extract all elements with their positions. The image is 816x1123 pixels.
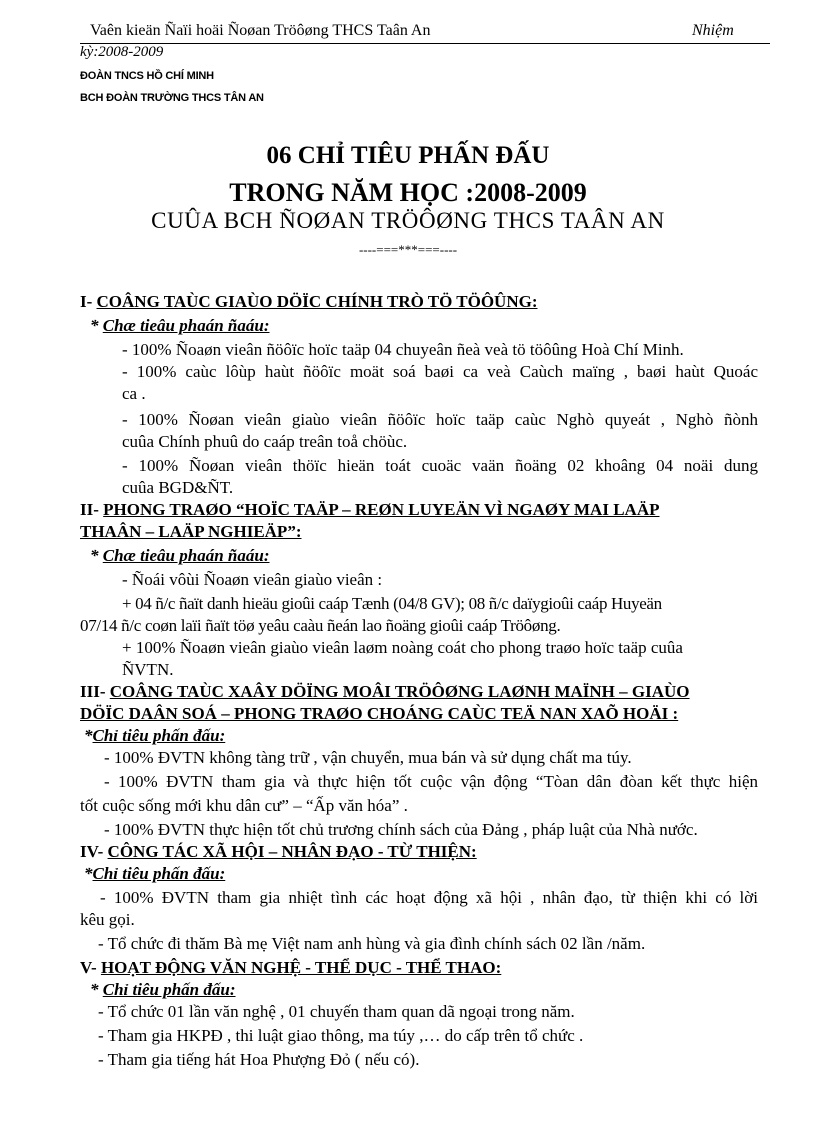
- list-item: - Ñoái vôùi Ñoaøn vieân giaùo vieân :: [122, 570, 383, 589]
- section-3-title-line-2: DÖÏC DAÂN SOÁ – PHONG TRAØO CHOÁNG CAÙC TEÄ NAN XAÕ HOÄI :: [80, 704, 679, 723]
- list-item: ÑVTN.: [122, 660, 174, 679]
- section-3-subheading-text: Chỉ tiêu phấn đấu:: [92, 726, 226, 745]
- list-item: - 100% caùc lôùp haùt ñöôïc moät soá baøi ca veà Caùch maïng , baøi haùt Quoác: [122, 362, 758, 381]
- list-item: - Tổ chức 01 lần văn nghệ , 01 chuyến tham quan dã ngoại trong năm.: [98, 1002, 575, 1021]
- section-1-heading: [80, 292, 538, 312]
- section-5-heading: [80, 958, 501, 978]
- list-item: kêu gọi.: [80, 910, 135, 929]
- section-3-heading: [80, 682, 690, 702]
- header-right-text: Nhiệm: [692, 22, 734, 39]
- org-line-2: BCH ĐOÀN TRƯỜNG THCS TÂN AN: [80, 92, 264, 104]
- header-continued-text: kỳ:2008-2009: [80, 44, 164, 60]
- list-item: 07/14 ñ/c coøn laïi ñaït töø yeâu caàu ñeán lao ñoäng gioûi caáp Tröôøng.: [80, 616, 561, 635]
- list-item: - Tham gia tiếng hát Hoa Phượng Đỏ ( nếu có).: [98, 1050, 420, 1069]
- document-title: 06 CHỈ TIÊU PHẤN ĐẤU: [266, 142, 550, 169]
- section-2-heading-cont: [80, 522, 301, 542]
- section-2-title-line-2: THAÂN – LAÄP NGHIEÄP”:: [80, 522, 302, 541]
- document-subtitle-year: TRONG NĂM HỌC :2008-2009: [229, 178, 587, 207]
- section-3-title-line-1: COÂNG TAÙC XAÂY DÖÏNG MOÂI TRÖÔØNG LAØNH MAÏNH – GIAÙO: [109, 682, 690, 701]
- section-2-title-line-1: PHONG TRAØO “HOÏC TAÄP – REØN LUYEÄN VÌ NGAØY MAI LAÄP: [103, 500, 660, 519]
- list-item: ca .: [122, 384, 146, 403]
- section-5-title: HOẠT ĐỘNG VĂN NGHỆ - THỂ DỤC - THỂ THAO:: [100, 958, 502, 977]
- list-item: - 100% ĐVTN tham gia và thực hiện tốt cuộc vận động “Tòan dân đòan kết thực hiện: [104, 772, 758, 791]
- section-1-subheading-text: Chæ tieâu phaán ñaáu:: [102, 316, 270, 335]
- section-5-subheading-text: Chỉ tiêu phấn đấu:: [102, 980, 236, 999]
- list-item: - 100% Ñoøan vieân giaùo vieân ñöôïc hoïc taäp caùc Nghò quyeát , Nghò ñònh: [122, 410, 758, 429]
- list-item: - 100% Ñoøan vieân thöïc hieän toát cuoäc vaän ñoäng 02 khoâng 04 noäi dung: [122, 456, 758, 475]
- document-subtitle-org: CUÛA BCH ÑOØAN TRÖÔØNG THCS TAÂN AN: [151, 208, 665, 233]
- section-4-title: CÔNG TÁC XÃ HỘI – NHÂN ĐẠO - TỪ THIỆN:: [107, 842, 477, 861]
- list-item: - 100% ĐVTN tham gia nhiệt tình các hoạt động xã hội , nhân đạo, từ thiện khi có lời: [100, 888, 758, 907]
- section-3-subheading: *Chỉ tiêu phấn đấu:: [84, 726, 226, 745]
- section-5-number: V-: [80, 958, 97, 977]
- section-3-number: III-: [80, 682, 106, 701]
- section-5-subheading: * Chỉ tiêu phấn đấu:: [90, 980, 236, 999]
- list-item: - 100% Ñoaøn vieân ñöôïc hoïc taäp 04 chuyeân ñeà veà tö töôûng Hoà Chí Minh.: [122, 340, 684, 359]
- title-divider: ----===***===----: [358, 242, 458, 257]
- section-4-heading: [80, 842, 477, 862]
- list-item: cuûa Chính phuû do caáp treân toå chöùc.: [122, 432, 408, 451]
- list-item: + 100% Ñoaøn vieân giaùo vieân laøm noàng coát cho phong traøo hoïc taäp cuûa: [122, 638, 683, 657]
- list-item: - Tham gia HKPĐ , thi luật giao thông, ma túy ,… do cấp trên tổ chức .: [98, 1026, 584, 1045]
- section-3-heading-cont: [80, 704, 678, 724]
- list-item: cuûa BGD&ÑT.: [122, 478, 234, 497]
- section-4-number: IV-: [80, 842, 104, 861]
- section-2-subheading-text: Chæ tieâu phaán ñaáu:: [102, 546, 270, 565]
- section-4-subheading-text: Chỉ tiêu phấn đấu:: [92, 864, 226, 883]
- list-item: - 100% ĐVTN thực hiện tốt chủ trương chính sách của Đảng , pháp luật của Nhà nước.: [104, 820, 698, 839]
- list-item: - Tổ chức đi thăm Bà mẹ Việt nam anh hùng và gia đình chính sách 02 lần /năm.: [98, 934, 646, 953]
- section-2-number: II-: [80, 500, 99, 519]
- section-2-heading: [80, 500, 659, 520]
- section-1-number: I-: [80, 292, 93, 311]
- section-2-subheading: * Chæ tieâu phaán ñaáu:: [90, 546, 270, 565]
- list-item: + 04 ñ/c ñaït danh hieäu gioûi caáp Tænh (04/8 GV); 08 ñ/c daïygioûi caáp Huyeän: [122, 594, 662, 613]
- section-1-title: COÂNG TAÙC GIAÙO DÖÏC CHÍNH TRÒ TÖ TÖÔÛNG:: [96, 292, 538, 311]
- list-item: - 100% ĐVTN không tàng trữ , vận chuyển, mua bán và sử dụng chất ma túy.: [104, 748, 632, 767]
- org-line-1: ĐOÀN TNCS HỒ CHÍ MINH: [80, 70, 214, 82]
- section-4-subheading: *Chỉ tiêu phấn đấu:: [84, 864, 226, 883]
- header-rule: [80, 43, 770, 44]
- list-item: tốt cuộc sống mới khu dân cư” – “Ấp văn hóa” .: [80, 796, 408, 815]
- header-left-text: Vaên kieän Ñaïi hoäi Ñoøan Tröôøng THCS Taân An: [90, 22, 431, 39]
- section-1-subheading: * Chæ tieâu phaán ñaáu:: [90, 316, 270, 335]
